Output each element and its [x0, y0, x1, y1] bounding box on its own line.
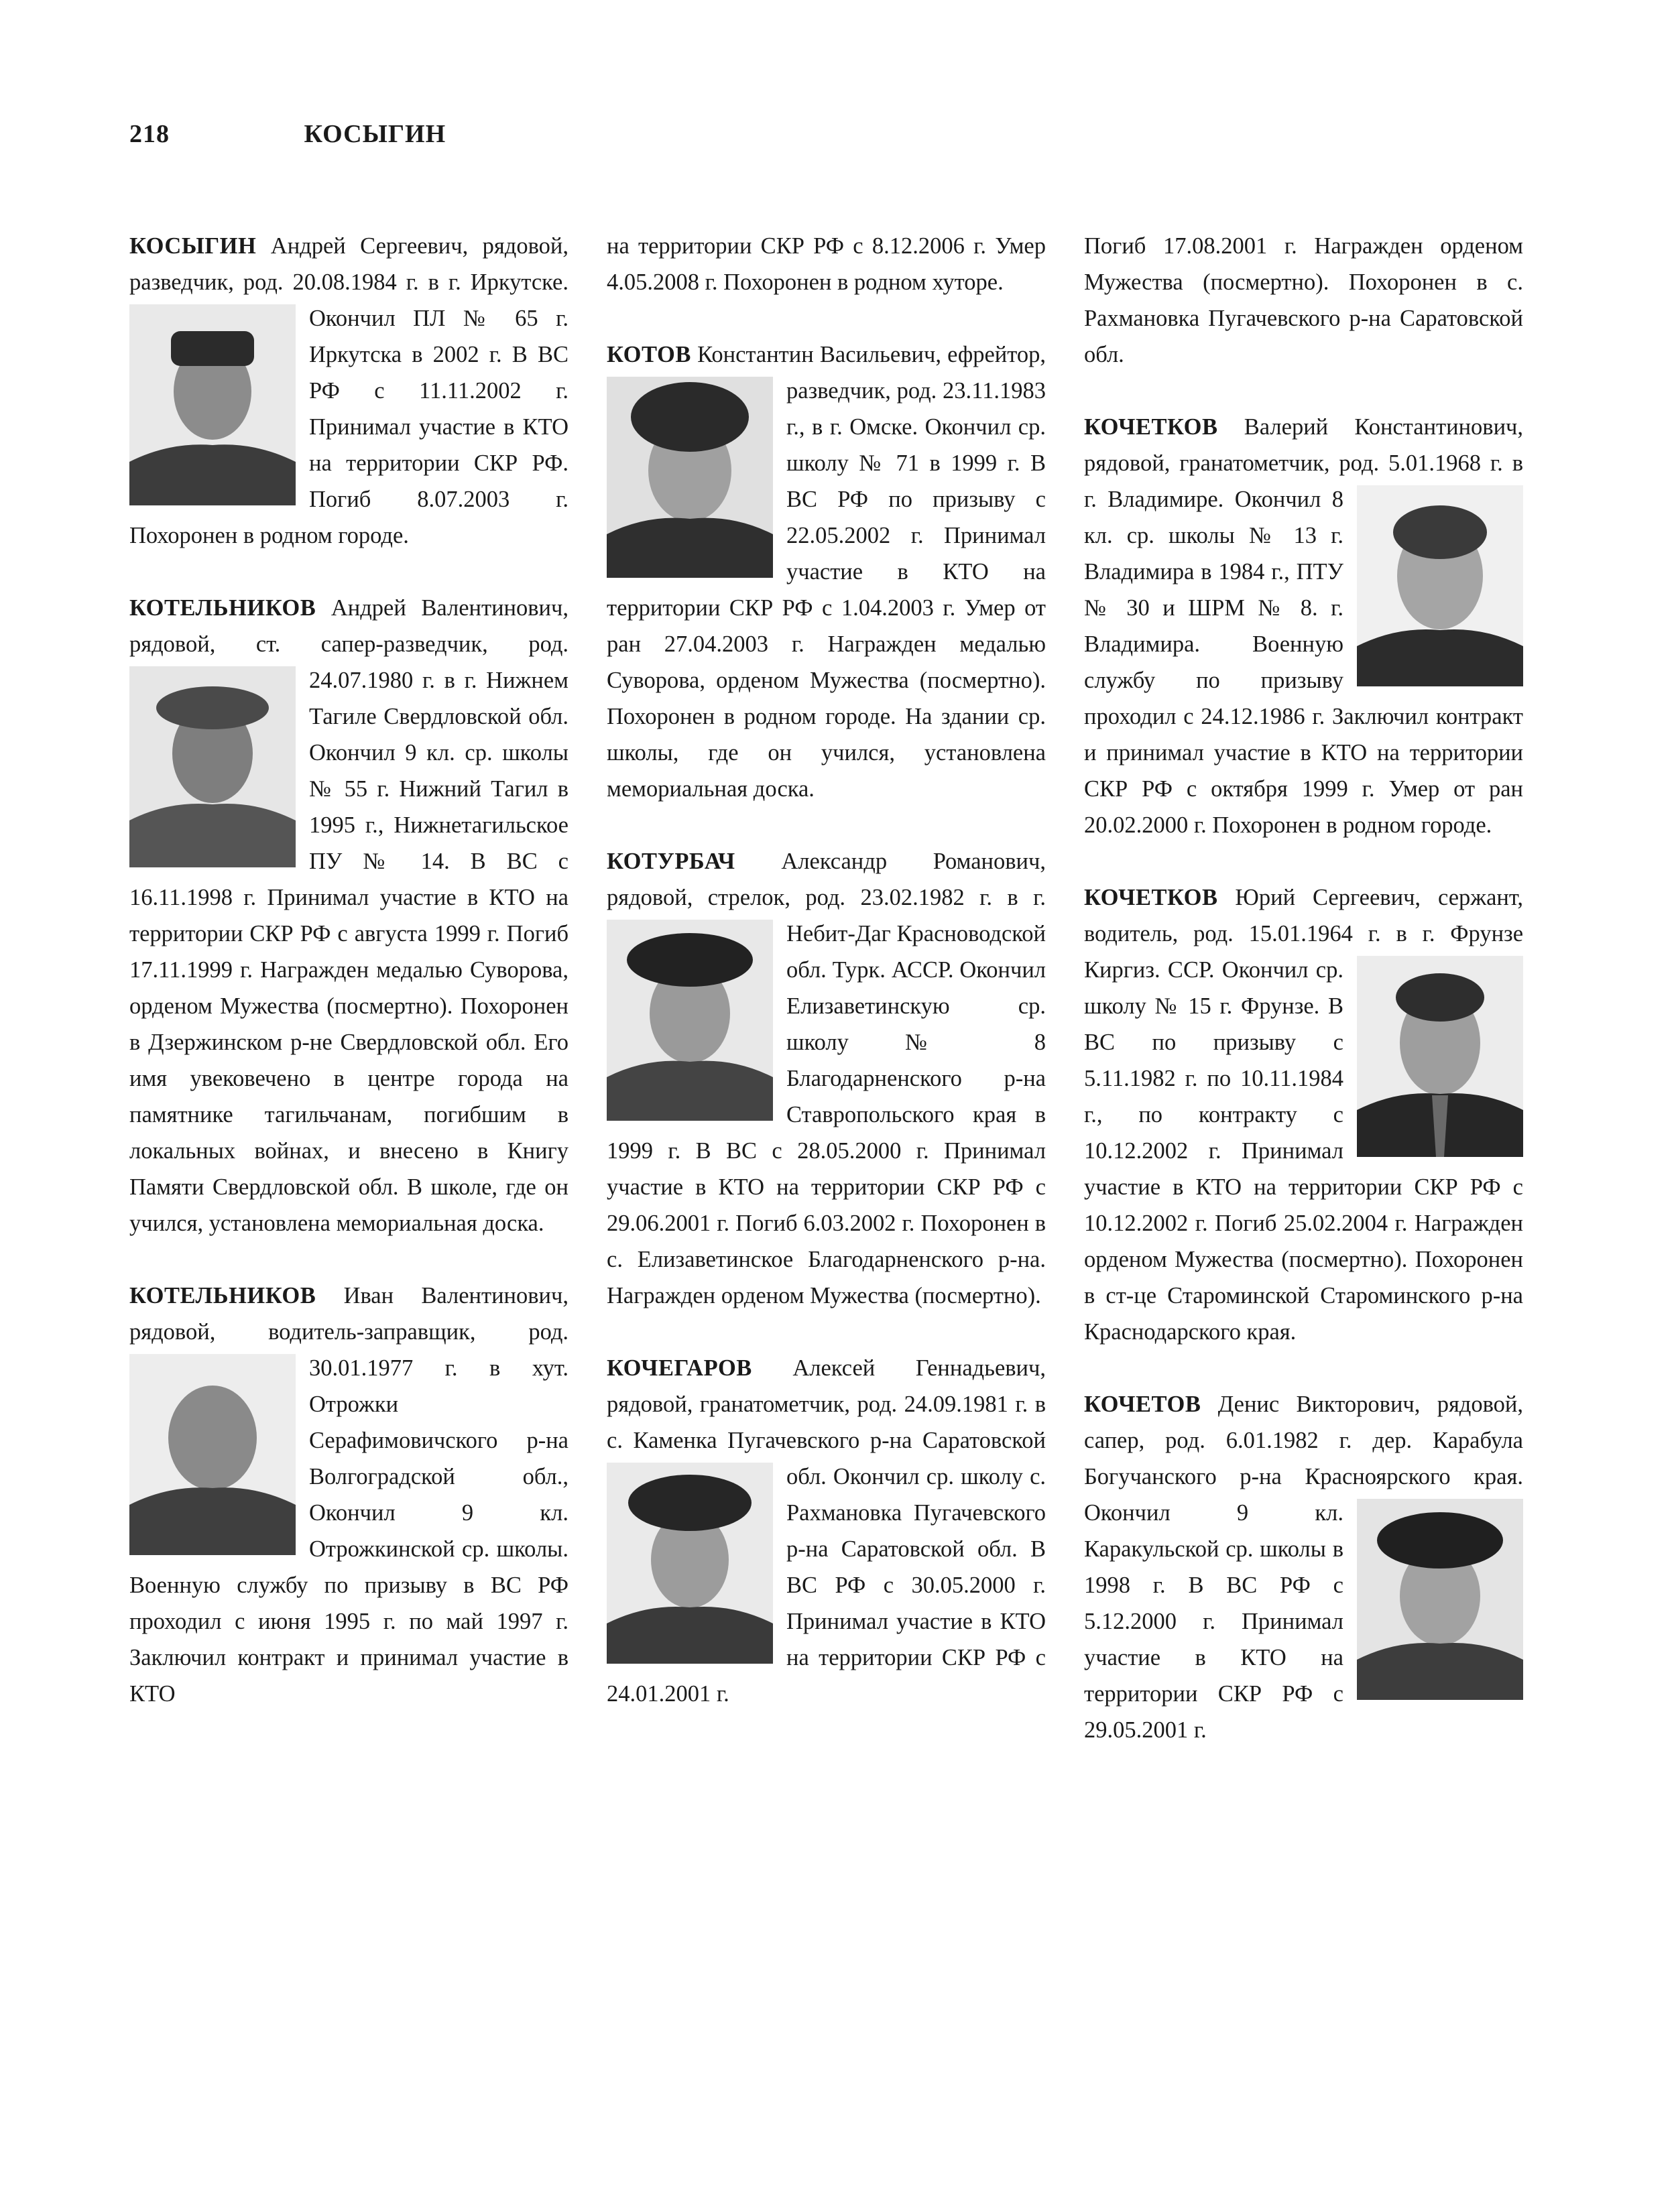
entry-kochetkov-yuriy [1084, 879, 1523, 1350]
portrait-image [1357, 956, 1523, 1157]
page-header [129, 119, 446, 149]
portrait-image [1357, 485, 1523, 686]
entry-intro: Александр Романович, рядовой, стрелок, род. 23.02.1982 г. [607, 849, 1046, 910]
page-number: 218 [129, 120, 170, 148]
column-1 [129, 228, 568, 1748]
portrait-photo [129, 666, 296, 867]
portrait-image [607, 1463, 773, 1664]
entry-body: в г. Иркутске. Окончил ПЛ № 65 г. Иркутска в 2002 г. В ВС РФ с 11.11.2002 г. Принимал участие в КТО на территории СКР РФ. Погиб 8.07.2003 г. Похоронен в родном городе. [129, 269, 568, 548]
entry-intro: Валерий Константинович, рядовой, гранатометчик, род. 5.01.1968 г. в [1084, 414, 1524, 476]
entry-kotov [607, 336, 1046, 807]
portrait-photo [1357, 485, 1523, 686]
portrait-photo [607, 377, 773, 578]
entry-body: род. 30.01.1977 г. в хут. Отрожки Серафимовичского р-на Волгоградской обл., Окончил 9 кл. Отрожкинской ср. школы. Военную службу по призыву в ВС РФ проходил с июня 1995 г. по май 1997 г. Заключил контракт и принимал участие в КТО [129, 1319, 568, 1707]
entry-name: КОТУРБАЧ [607, 849, 735, 874]
portrait-image [129, 1354, 296, 1555]
entry-name: КОЧЕТОВ [1084, 1392, 1201, 1417]
entry-koturbach [607, 843, 1046, 1314]
entry-kotelnikov-ivan [129, 1278, 568, 1712]
portrait-photo [607, 1463, 773, 1664]
entry-kochetkov-valeriy [1084, 409, 1523, 843]
entry-intro: Алексей Геннадьевич, рядовой, гранатометчик, род. 24.09.1981 г. в с. Каменка Пугачевского р-на Саратовской обл. Окончил [607, 1355, 1046, 1489]
entry-intro: Юрий Сергеевич, сержант, водитель, род. 15.01.1964 г. в [1084, 885, 1523, 946]
entry-intro: Андрей Валентинович, рядовой, ст. сапер-разведчик, [129, 595, 568, 657]
portrait-image [129, 666, 296, 867]
entry-body: Окончил 9 кл. Каракульской ср. школы в 1998 г. В ВС РФ с 5.12.2000 г. Принимал участие в КТО на территории СКР РФ с 29.05.2001 г. [1084, 1500, 1343, 1743]
entry-kosygin [129, 228, 568, 554]
portrait-image [129, 304, 296, 505]
entry-name: КОЧЕГАРОВ [607, 1355, 752, 1381]
entry-intro: Константин Васильевич, ефрейтор, разведчик, род. [697, 342, 1046, 404]
entry-body: г. Фрунзе Киргиз. ССР. Окончил ср. школу № 15 г. Фрунзе. В ВС по призыву с 5.11.1982 г. по 10.11.1984 г., по контракту с 10.12.2002 г. Принимал участие в КТО на территории СКР РФ с 10.12.2002 г. Погиб 25.02.2004 г. Награжден орденом Мужества (посмертно). Похоронен в ст-це Староминской Староминского р-на Краснодарского края. [1084, 921, 1524, 1345]
entry-name: КОТЕЛЬНИКОВ [129, 1283, 316, 1308]
entry-body: 23.11.1983 г., в г. Омске. Окончил ср. школу № 71 в 1999 г. В ВС РФ по призыву с 22.05.2002 г. Принимал участие в КТО на территории СКР РФ с 1.04.2003 г. Умер от ран 27.04.2003 г. Награжден медалью Суворова, орденом Мужества (посмертно). Похоронен в родном городе. На здании ср. школы, где он учился, установлена мемориальная доска. [607, 378, 1046, 802]
entry-kotelnikov-andrey [129, 590, 568, 1241]
portrait-image [607, 377, 773, 578]
entry-intro: Иван Валентинович, рядовой, водитель-заправщик, [129, 1283, 568, 1345]
entry-kochegarov-continued [1084, 228, 1523, 373]
portrait-photo [1357, 956, 1523, 1157]
running-head: КОСЫГИН [304, 120, 446, 148]
portrait-photo [1357, 1499, 1523, 1700]
entry-name: КОЧЕТКОВ [1084, 885, 1218, 910]
entry-body: г. Владимире. Окончил 8 кл. ср. школы № 13 г. Владимира в 1984 г., ПТУ № 30 и ШРМ № 8. г. Владимира. Военную службу по призыву проходил с 24.12.1986 г. Заключил контракт и принимал участие в КТО на территории СКР РФ с октября 1999 г. Умер от ран 20.02.2000 г. Похоронен в родном городе. [1084, 487, 1523, 838]
entry-name: КОСЫГИН [129, 233, 257, 259]
entry-kotelnikov-ivan-continued [607, 228, 1046, 300]
entry-continuation: на территории СКР РФ с 8.12.2006 г. Умер 4.05.2008 г. Похоронен в родном хуторе. [607, 233, 1046, 295]
entry-body: род. 24.07.1980 г. в г. Нижнем Тагиле Свердловской обл. Окончил 9 кл. ср. школы № 55 г. Нижний Тагил в 1995 г., Нижнетагильское ПУ № 14. В ВС с 16.11.1998 г. Принимал участие в КТО на территории СКР РФ с августа 1999 г. Погиб 17.11.1999 г. Награжден медалью Суворова, орденом Мужества (посмертно). Похоронен в Дзержинском р-не Свердловской обл. Его имя увековечено в центре города на памятнике тагильчанам, погибшим в локальных войнах, и внесено в Книгу Памяти Свердловской обл. В школе, где он учился, установлена мемориальная доска. [129, 631, 569, 1236]
entry-name: КОЧЕТКОВ [1084, 414, 1218, 440]
entry-name: КОТЕЛЬНИКОВ [129, 595, 316, 621]
column-3 [1084, 228, 1523, 1784]
portrait-photo [129, 1354, 296, 1555]
entry-body: в г. Небит-Даг Красноводской обл. Турк. АССР. Окончил Елизаветинскую ср. школу № 8 Благодарненского р-на Ставропольского края в 1999 г. В ВС с 28.05.2000 г. Принимал участие в КТО на территории СКР РФ с 29.06.2001 г. Погиб 6.03.2002 г. Похоронен в с. Елизаветинское Благодарненского р-на. Награжден орденом Мужества (посмертно). [607, 885, 1046, 1308]
entry-body: ср. школу с. Рахмановка Пугачевского р-на Саратовской обл. В ВС РФ с 30.05.2000 г. Принимал участие в КТО на территории СКР РФ с 24.01.2001 г. [607, 1464, 1046, 1707]
entry-kochetov [1084, 1386, 1523, 1748]
column-2 [607, 228, 1046, 1748]
portrait-photo [607, 920, 773, 1121]
entry-intro: Денис Викторович, рядовой, сапер, род. 6.01.1982 г. дер. Карабула Богучанского р-на Красноярского края. [1084, 1392, 1524, 1489]
portrait-image [607, 920, 773, 1121]
portrait-image [1357, 1499, 1523, 1700]
portrait-photo [129, 304, 296, 505]
entry-name: КОТОВ [607, 342, 691, 367]
entry-kochegarov [607, 1350, 1046, 1712]
entry-intro: Андрей Сергеевич, рядовой, разведчик, род. 20.08.1984 г. [129, 233, 568, 295]
entry-continuation: Погиб 17.08.2001 г. Награжден орденом Мужества (посмертно). Похоронен в с. Рахмановка Пугачевского р-на Саратовской обл. [1084, 233, 1523, 367]
